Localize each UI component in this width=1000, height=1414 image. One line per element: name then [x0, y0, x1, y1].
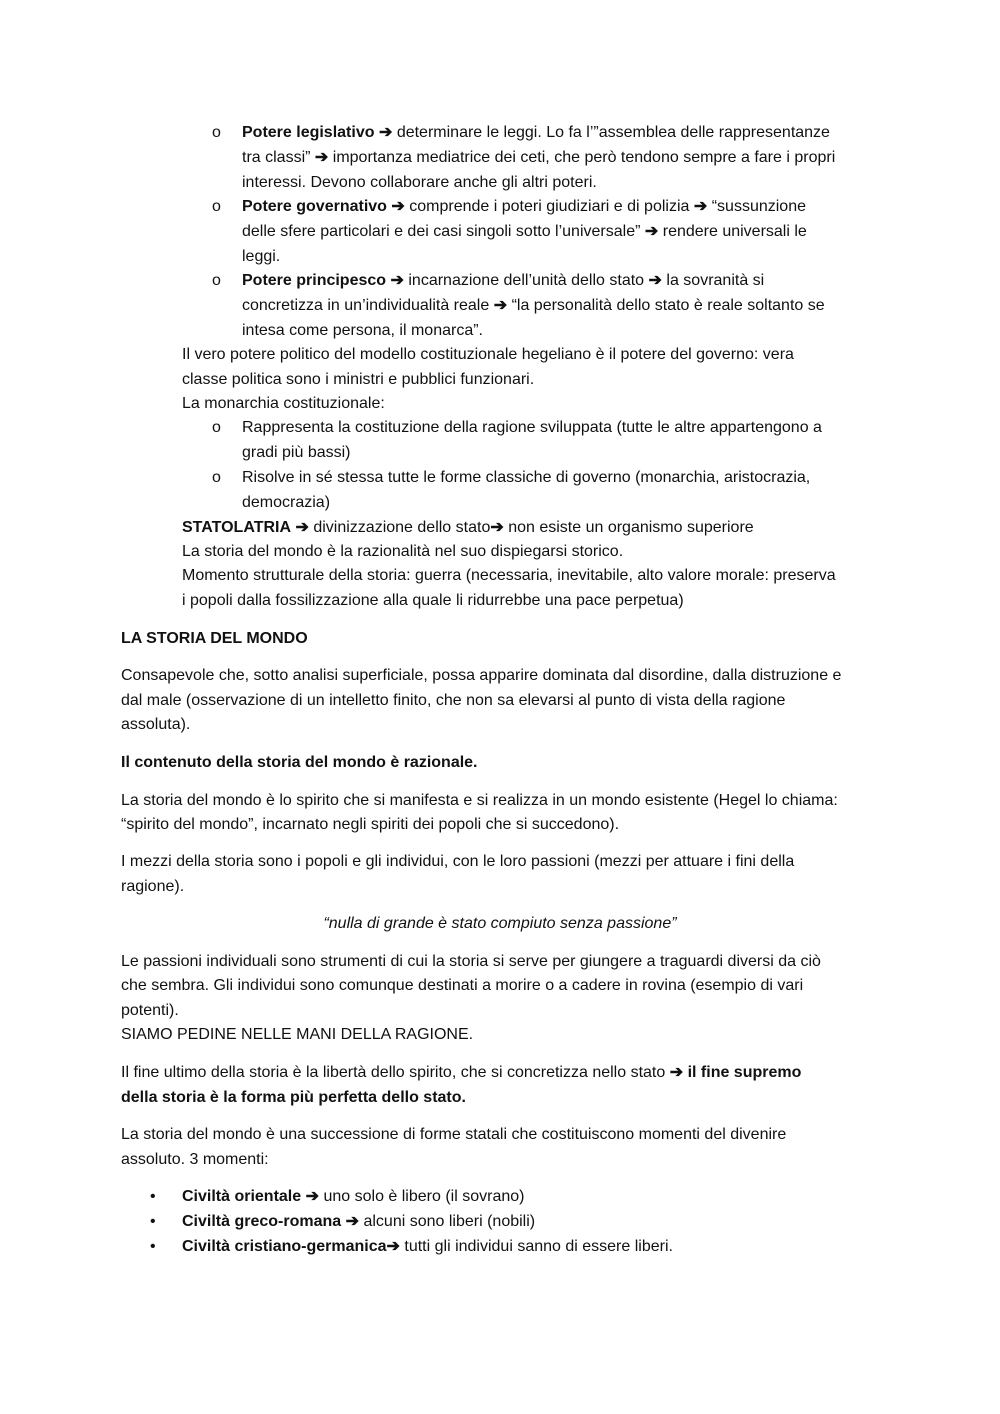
arrow-right-icon: ➔ [314, 149, 329, 166]
paragraph-line: “spirito del mondo”, incarnato negli spiriti dei popoli che si succedono). [121, 816, 620, 833]
paragraph-line: i popoli dalla fossilizzazione alla quale li ridurrebbe una pace perpetua) [182, 592, 684, 609]
arrow-right-icon: ➔ [693, 198, 708, 215]
paragraph-line: La storia del mondo è lo spirito che si manifesta e si realizza in un mondo esistente (Hegel lo chiama: [121, 792, 838, 809]
paragraph-line: che sembra. Gli individui sono comunque destinati a morire o a cadere in rovina (esempio di vari [121, 977, 804, 994]
arrow-right-icon: ➔ [644, 223, 659, 240]
arrow-right-icon: ➔ [490, 519, 504, 536]
list-item-text: Rappresenta la costituzione della ragione sviluppata (tutte le altre appartengono a [242, 419, 822, 436]
term-bold: Potere governativo [242, 198, 387, 215]
list-item-text: democrazia) [242, 494, 331, 511]
list-item-text: gradi più bassi) [242, 444, 351, 461]
paragraph-line: assoluto. 3 momenti: [121, 1151, 269, 1168]
arrow-right-icon: ➔ [345, 1213, 360, 1230]
bullet-marker: • [150, 1238, 156, 1255]
arrow-right-icon: ➔ [305, 1188, 320, 1205]
list-marker-circle: o [212, 272, 221, 289]
arrow-right-icon: ➔ [390, 272, 404, 289]
bullet-marker: • [150, 1188, 156, 1205]
paragraph-line: potenti). [121, 1002, 179, 1019]
list-item-text: intesa come persona, il monarca”. [242, 322, 483, 339]
list-item-text: interessi. Devono collaborare anche gli altri poteri. [242, 174, 597, 191]
list-marker-circle: o [212, 469, 221, 486]
paragraph-line: assoluta). [121, 716, 191, 733]
list-marker-circle: o [212, 198, 221, 215]
term-bold: STATOLATRIA [182, 519, 292, 536]
list-item: Civiltà greco-romana ➔ alcuni sono liberi (nobili) [182, 1213, 536, 1230]
paragraph-line: La monarchia costituzionale: [182, 395, 385, 412]
bold-statement: Il contenuto della storia del mondo è razionale. [121, 754, 478, 771]
paragraph-line: Il fine ultimo della storia è la libertà dello spirito, che si concretizza nello stato ➔ il fine supremo [121, 1064, 802, 1081]
paragraph-line: I mezzi della storia sono i popoli e gli individui, con le loro passioni (mezzi per attuare i fini della [121, 853, 795, 870]
term-bold: Potere principesco [242, 272, 387, 289]
section-heading: LA STORIA DEL MONDO [121, 630, 308, 647]
paragraph-line: Consapevole che, sotto analisi superficiale, possa apparire dominata dal disordine, dalla distruzione e [121, 667, 842, 684]
list-item: Civiltà cristiano-germanica➔ tutti gli individui sanno di essere liberi. [182, 1238, 673, 1255]
list-item-text: tra classi” ➔ importanza mediatrice dei ceti, che però tendono sempre a fare i propri [242, 149, 836, 166]
arrow-right-icon: ➔ [669, 1064, 684, 1081]
paragraph-line: Il vero potere politico del modello costituzionale hegeliano è il potere del governo: vera [182, 346, 794, 363]
arrow-right-icon: ➔ [378, 124, 393, 141]
paragraph-line: della storia è la forma più perfetta dello stato. [121, 1089, 466, 1106]
list-marker-circle: o [212, 419, 221, 436]
paragraph-line: dal male (osservazione di un intelletto finito, che non sa elevarsi al punto di vista della ragione [121, 692, 786, 709]
list-marker-circle: o [212, 124, 221, 141]
paragraph-line: La storia del mondo è una successione di forme statali che costituiscono momenti del divenire [121, 1126, 787, 1143]
list-item-text: leggi. [242, 248, 281, 265]
quote: “nulla di grande è stato compiuto senza passione” [323, 915, 677, 932]
bullet-marker: • [150, 1213, 156, 1230]
paragraph-line: classe politica sono i ministri e pubblici funzionari. [182, 371, 535, 388]
arrow-right-icon: ➔ [295, 519, 309, 536]
statolatria-line: STATOLATRIA ➔ divinizzazione dello stato➔ non esiste un organismo superiore [182, 519, 754, 536]
list-item-potere-legislativo: Potere legislativo ➔ determinare le leggi. Lo fa l’”assemblea delle rappresentanze [242, 124, 830, 141]
list-item-text: delle sfere particolari e dei casi singoli sotto l’universale” ➔ rendere universali le [242, 223, 807, 240]
list-item-potere-principesco: Potere principesco ➔ incarnazione dell’unità dello stato ➔ la sovranità si [242, 272, 765, 289]
list-item-potere-governativo: Potere governativo ➔ comprende i poteri giudiziari e di polizia ➔ “sussunzione [242, 198, 806, 215]
paragraph-line: Momento strutturale della storia: guerra (necessaria, inevitabile, alto valore morale: preserva [182, 567, 836, 584]
arrow-right-icon: ➔ [391, 198, 405, 215]
paragraph-line: ragione). [121, 878, 185, 895]
arrow-right-icon: ➔ [386, 1238, 400, 1255]
list-item-text: concretizza in un’individualità reale ➔ “la personalità dello stato è reale soltanto se [242, 297, 825, 314]
term-bold: Potere legislativo [242, 124, 375, 141]
paragraph-line: La storia del mondo è la razionalità nel suo dispiegarsi storico. [182, 543, 624, 560]
paragraph-line: Le passioni individuali sono strumenti di cui la storia si serve per giungere a traguardi diversi da ciò [121, 953, 821, 970]
paragraph-line: SIAMO PEDINE NELLE MANI DELLA RAGIONE. [121, 1026, 474, 1043]
arrow-right-icon: ➔ [648, 272, 662, 289]
list-item-text: Risolve in sé stessa tutte le forme classiche di governo (monarchia, aristocrazia, [242, 469, 811, 486]
arrow-right-icon: ➔ [493, 297, 508, 314]
list-item: Civiltà orientale ➔ uno solo è libero (il sovrano) [182, 1188, 525, 1205]
